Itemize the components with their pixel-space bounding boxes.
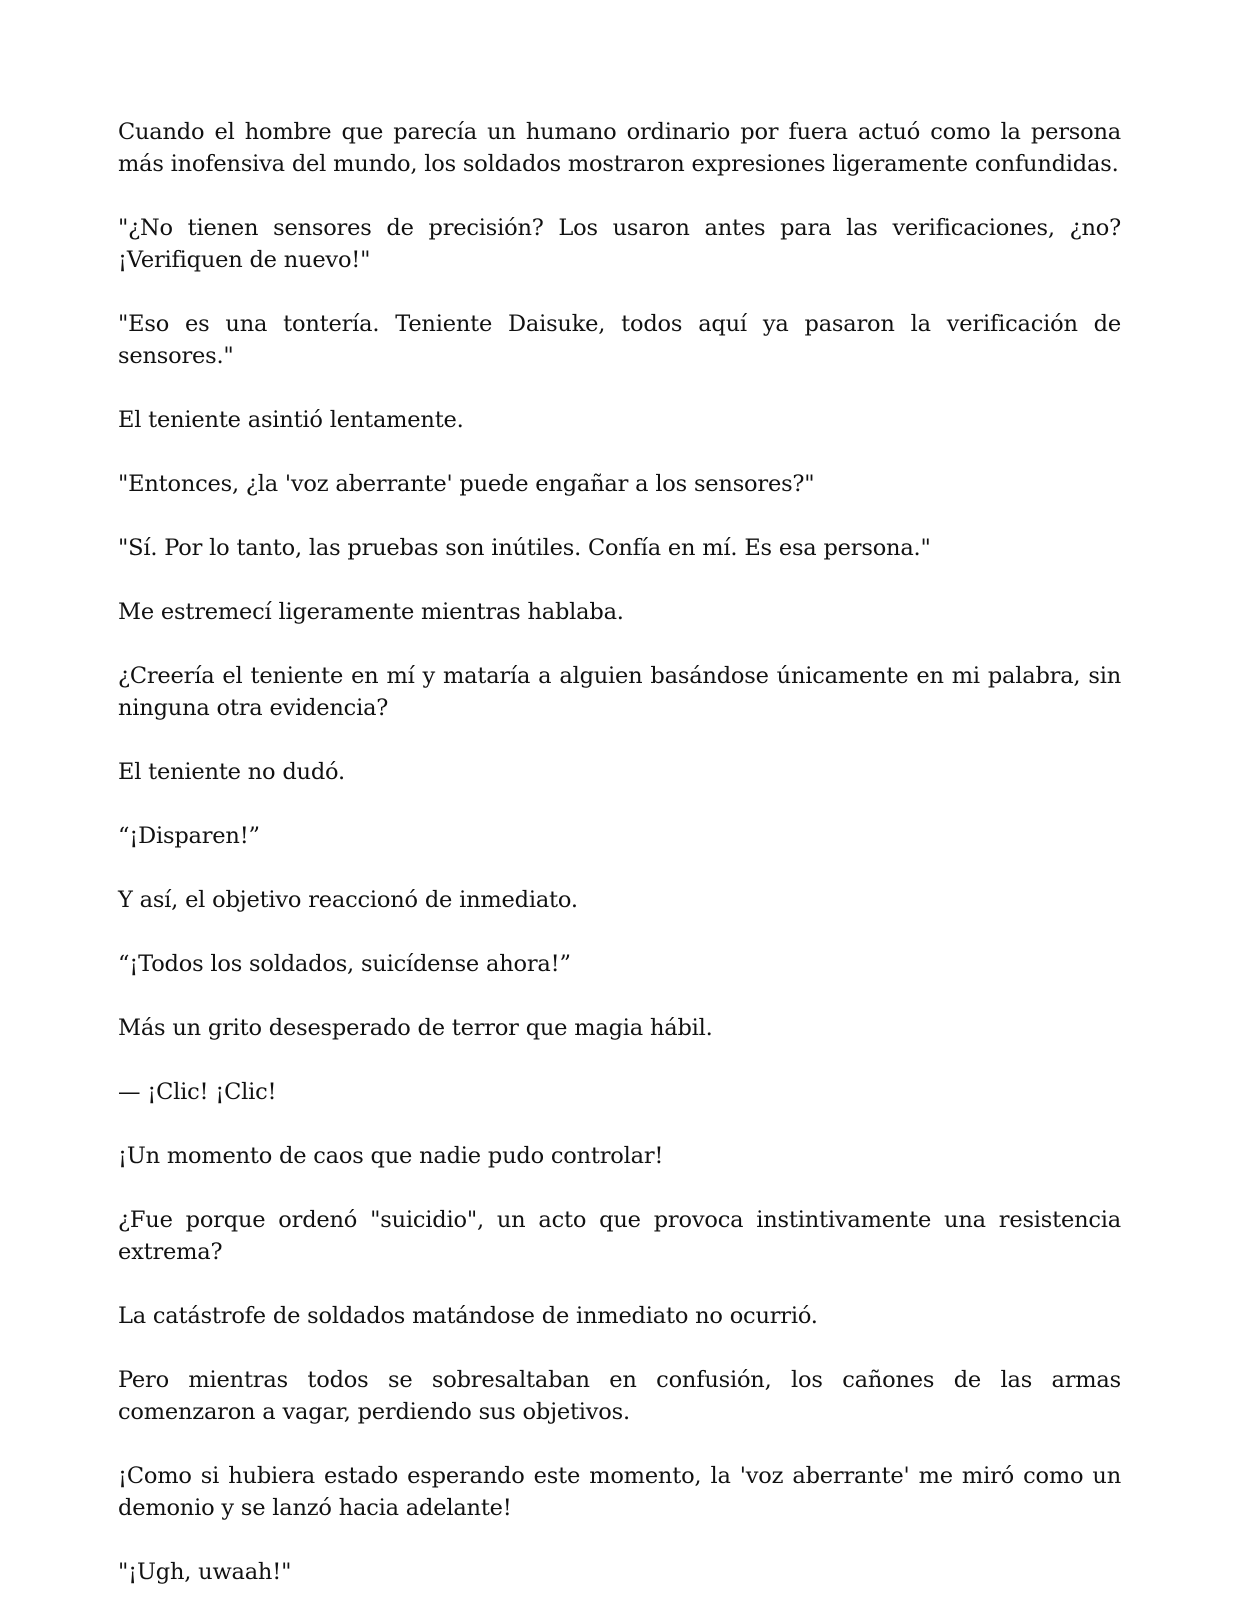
paragraph-14: — ¡Clic! ¡Clic! bbox=[118, 1079, 277, 1105]
document-page bbox=[118, 116, 1121, 1588]
paragraph-16: ¿Fue porque ordenó "suicidio", un acto que provoca instintivamente una resistencia extrema? bbox=[118, 1207, 1121, 1265]
paragraph-10: “¡Disparen!” bbox=[118, 823, 260, 849]
paragraph-7: Me estremecí ligeramente mientras hablaba. bbox=[118, 599, 624, 625]
paragraph-13: Más un grito desesperado de terror que magia hábil. bbox=[118, 1015, 713, 1041]
paragraph-6: "Sí. Por lo tanto, las pruebas son inútiles. Confía en mí. Es esa persona." bbox=[118, 535, 931, 561]
paragraph-5: "Entonces, ¿la 'voz aberrante' puede engañar a los sensores?" bbox=[118, 471, 815, 497]
paragraph-15: ¡Un momento de caos que nadie pudo controlar! bbox=[118, 1143, 664, 1169]
paragraph-1: Cuando el hombre que parecía un humano ordinario por fuera actuó como la persona más inofensiva del mundo, los soldados mostraron expresiones ligeramente confundidas. bbox=[118, 119, 1121, 177]
paragraph-4: El teniente asintió lentamente. bbox=[118, 407, 464, 433]
paragraph-17: La catástrofe de soldados matándose de inmediato no ocurrió. bbox=[118, 1303, 818, 1329]
paragraph-19: ¡Como si hubiera estado esperando este momento, la 'voz aberrante' me miró como un demonio y se lanzó hacia adelante! bbox=[118, 1463, 1121, 1521]
paragraph-3: "Eso es una tontería. Teniente Daisuke, todos aquí ya pasaron la verificación de sensores." bbox=[118, 311, 1121, 369]
paragraph-9: El teniente no dudó. bbox=[118, 759, 345, 785]
paragraph-11: Y así, el objetivo reaccionó de inmediato. bbox=[118, 887, 578, 913]
paragraph-2: "¿No tienen sensores de precisión? Los usaron antes para las verificaciones, ¿no? ¡Verifiquen de nuevo!" bbox=[118, 215, 1121, 273]
paragraph-12: “¡Todos los soldados, suicídense ahora!” bbox=[118, 951, 571, 977]
paragraph-18: Pero mientras todos se sobresaltaban en confusión, los cañones de las armas comenzaron a vagar, perdiendo sus objetivos. bbox=[118, 1367, 1121, 1425]
paragraph-20: "¡Ugh, uwaah!" bbox=[118, 1559, 292, 1585]
paragraph-8: ¿Creería el teniente en mí y mataría a alguien basándose únicamente en mi palabra, sin ninguna otra evidencia? bbox=[118, 663, 1121, 721]
